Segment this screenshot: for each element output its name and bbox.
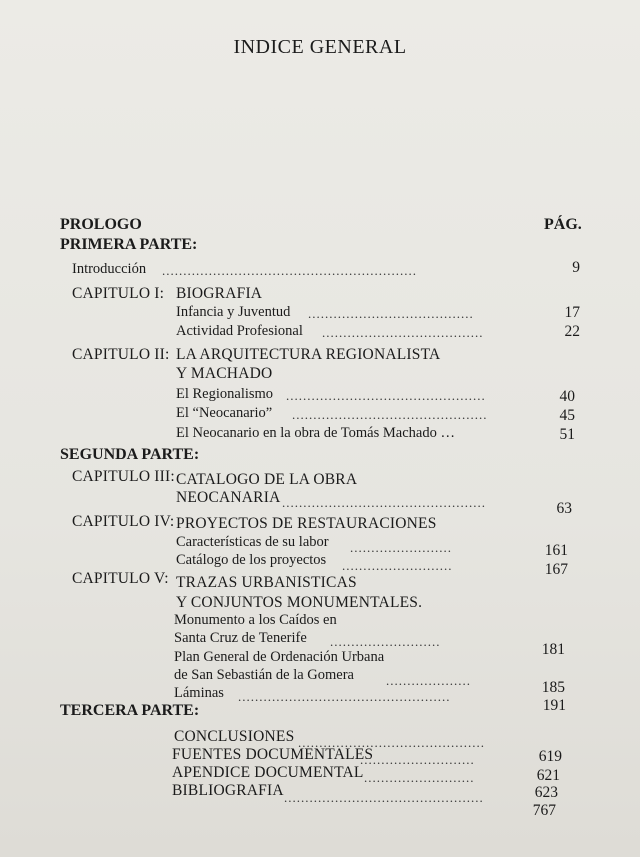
primera-parte-heading: PRIMERA PARTE: [60, 236, 198, 253]
chapter-3-title-line2: NEOCANARIA [176, 489, 281, 506]
leader-dots: ........................ [350, 540, 452, 555]
chapter-2-prefix: CAPITULO II: [72, 346, 170, 363]
toc-entry-label: CONCLUSIONES [174, 728, 295, 745]
toc-entry-label: Actividad Profesional [176, 323, 303, 339]
chapter-2-title-line1: LA ARQUITECTURA REGIONALISTA [176, 346, 441, 363]
leader-dots: .................................................. [238, 689, 451, 704]
toc-entry-page: 191 [542, 697, 566, 714]
toc-entry-page: 22 [564, 323, 580, 340]
toc-entry-page: 45 [559, 407, 575, 424]
leader-dots: ................................................ [282, 495, 486, 510]
toc-entry-label: de San Sebastián de la Gomera [174, 667, 354, 683]
toc-entry-label: FUENTES DOCUMENTALES [172, 746, 374, 763]
leader-dots: .......................... [342, 558, 453, 573]
toc-entry-label: APENDICE DOCUMENTAL [172, 764, 364, 781]
toc-entry-page: 167 [544, 561, 568, 578]
toc-entry-label: Catálogo de los proyectos [176, 552, 327, 568]
toc-entry-label: Plan General de Ordenación Urbana [174, 649, 385, 665]
chapter-3-prefix: CAPITULO III: [72, 468, 175, 485]
toc-entry-page: 17 [564, 304, 580, 321]
leader-dots: .............................................. [292, 407, 488, 422]
toc-entry-label: Características de su labor [176, 534, 329, 550]
segunda-parte-heading: SEGUNDA PARTE: [60, 446, 200, 463]
chapter-4-prefix: CAPITULO IV: [72, 513, 175, 530]
leader-dots: .......................... [330, 634, 441, 649]
toc-entry-page: 619 [538, 748, 562, 765]
chapter-3-title-line1: CATALOGO DE LA OBRA [176, 471, 358, 488]
toc-entry-label: Monumento a los Caídos en [174, 612, 337, 628]
leader-dots: ............................................... [284, 790, 484, 805]
tercera-parte-heading: TERCERA PARTE: [60, 702, 200, 719]
toc-entry-label: Láminas [174, 685, 224, 701]
leader-dots: ............................................... [286, 388, 486, 403]
chapter-5-title-line1: TRAZAS URBANISTICAS [176, 574, 357, 591]
toc-entry-label: El “Neocanario” [176, 405, 273, 421]
toc-entry-label: El Neocanario en la obra de Tomás Machado … [176, 425, 455, 441]
leader-dots: ....................................... [308, 306, 474, 321]
toc-entry-label: El Regionalismo [176, 386, 274, 402]
chapter-2-title-line2: Y MACHADO [176, 365, 273, 382]
page-title: INDICE GENERAL [233, 36, 407, 58]
toc-entry-label: Santa Cruz de Tenerife [174, 630, 307, 646]
toc-entry-label: BIBLIOGRAFIA [172, 782, 284, 799]
chapter-5-title-line2: Y CONJUNTOS MONUMENTALES. [176, 594, 423, 611]
leader-dots: ............................................ [298, 735, 485, 750]
toc-entry-page: 185 [541, 679, 565, 696]
chapter-1-prefix: CAPITULO I: [72, 285, 165, 302]
leader-dots: ............................................................ [162, 263, 417, 278]
toc-entry-page: 161 [544, 542, 568, 559]
toc-entry-page: 623 [534, 784, 558, 801]
toc-entry-page: 181 [541, 641, 565, 658]
toc-entry-page: 621 [536, 767, 560, 784]
leader-dots: ...................................... [322, 325, 484, 340]
page-column-header: PÁG. [544, 216, 582, 233]
leader-dots: .................... [386, 673, 471, 688]
leader-dots: .......................... [364, 770, 475, 785]
toc-entry-page: 51 [559, 426, 575, 443]
chapter-1-title: BIOGRAFIA [176, 285, 263, 302]
toc-entry-label: Infancia y Juventud [176, 304, 291, 320]
toc-entry-label: Introducción [72, 261, 147, 277]
toc-entry-page: 9 [572, 259, 580, 276]
chapter-4-title: PROYECTOS DE RESTAURACIONES [176, 515, 437, 532]
toc-entry-page: 767 [532, 802, 556, 819]
toc-entry-page: 63 [556, 500, 572, 517]
chapter-5-prefix: CAPITULO V: [72, 570, 169, 587]
toc-entry-page: 40 [559, 388, 575, 405]
prologo-heading: PROLOGO [60, 216, 142, 233]
leader-dots: ........................... [360, 752, 475, 767]
